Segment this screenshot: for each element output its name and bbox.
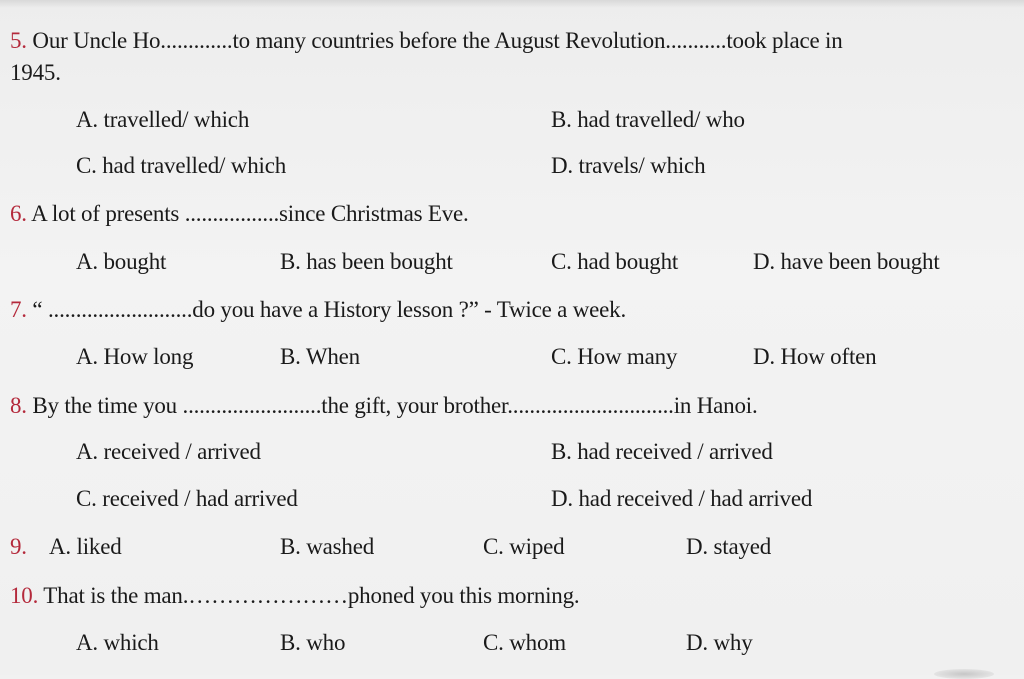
question-8-text: By the time you .........................the gift, your brother..............................in Hanoi. bbox=[26, 393, 758, 418]
question-7-option-a: A. How long bbox=[76, 344, 194, 369]
question-10-option-b: B. who bbox=[280, 630, 346, 655]
question-8-option-a: A. received / arrived bbox=[76, 439, 261, 464]
question-5-number: 5. bbox=[10, 28, 27, 53]
question-10-option-d: D. why bbox=[686, 630, 753, 655]
question-5-stem bbox=[10, 28, 843, 54]
question-6-number: 6. bbox=[10, 201, 27, 226]
question-10-number: 10. bbox=[10, 583, 39, 608]
question-5-option-d: D. travels/ which bbox=[551, 153, 706, 178]
question-10-text: That is the man.…………………phoned you this morning. bbox=[38, 583, 580, 608]
question-6-stem bbox=[10, 201, 469, 227]
question-10-option-c: C. whom bbox=[483, 630, 566, 655]
question-7-stem bbox=[10, 297, 626, 323]
question-8-option-c: C. received / had arrived bbox=[76, 486, 298, 511]
question-8-stem bbox=[10, 393, 758, 419]
question-6-option-d: D. have been bought bbox=[753, 249, 940, 274]
question-7-option-c: C. How many bbox=[551, 344, 678, 369]
question-10-option-a: A. which bbox=[76, 630, 159, 655]
question-7-number: 7. bbox=[10, 297, 27, 322]
question-5-option-a: A. travelled/ which bbox=[76, 107, 250, 132]
page-edge-smudge bbox=[934, 669, 994, 679]
question-6-option-c: C. had bought bbox=[551, 249, 679, 274]
question-5-text: Our Uncle Ho.............to many countries before the August Revolution...........took place in bbox=[26, 28, 843, 53]
question-6-option-a: A. bought bbox=[76, 249, 167, 274]
question-8-option-b: B. had received / arrived bbox=[551, 439, 773, 464]
question-8-option-d: D. had received / had arrived bbox=[551, 486, 813, 511]
question-10-stem bbox=[10, 583, 579, 609]
question-5-stem-cont: 1945. bbox=[10, 60, 61, 85]
question-9-option-d: D. stayed bbox=[686, 534, 772, 559]
question-9-option-b: B. washed bbox=[280, 534, 375, 559]
question-7-option-b: B. When bbox=[280, 344, 360, 369]
question-5-option-b: B. had travelled/ who bbox=[551, 107, 745, 132]
question-5-option-c: C. had travelled/ which bbox=[76, 153, 287, 178]
question-8-number: 8. bbox=[10, 393, 27, 418]
question-9-number: 9. bbox=[10, 534, 27, 559]
question-9-option-a: A. liked bbox=[49, 534, 122, 559]
question-7-option-d: D. How often bbox=[753, 344, 877, 369]
question-6-option-b: B. has been bought bbox=[280, 249, 453, 274]
question-7-text: “ ..........................do you have a History lesson ?” - Twice a week. bbox=[26, 297, 626, 322]
question-6-text: A lot of presents .................since Christmas Eve. bbox=[26, 201, 469, 226]
question-9-option-c: C. wiped bbox=[483, 534, 565, 559]
cropped-top-edge bbox=[0, 0, 1024, 8]
